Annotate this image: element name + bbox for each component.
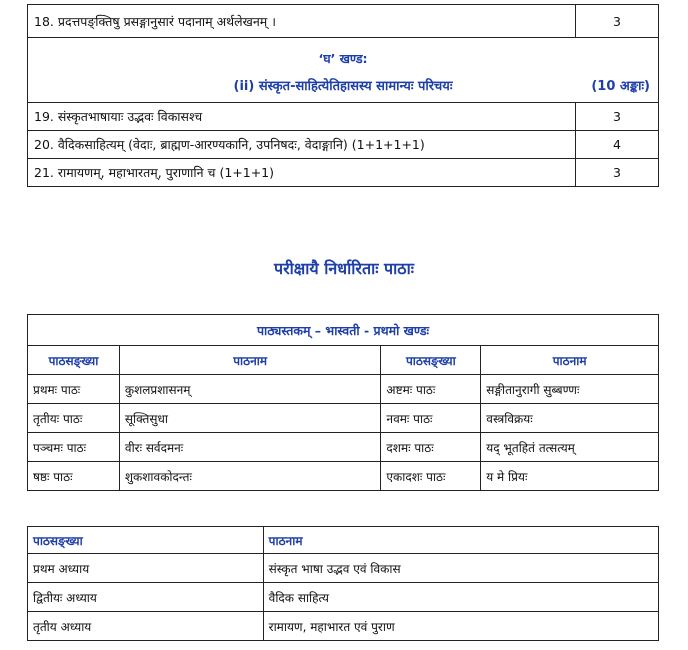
section-header-row (28, 38, 659, 103)
column-header: पाठनाम (119, 346, 381, 375)
table-cell: प्रथम अध्याय (28, 554, 264, 583)
table-cell: वीरः सर्वदमनः (119, 433, 381, 462)
question-text: 20. वैदिकसाहित्यम् (वेदाः, ब्राह्मण-आरण्यकानि, उपनिषदः, वेदाङ्गानि) (1+1+1+1) (28, 131, 576, 159)
table-cell: पञ्चमः पाठः (28, 433, 120, 462)
table-cell: शुकशावकोदन्तः (119, 462, 381, 491)
section-title: ‘घ’ खण्ड: (318, 51, 368, 66)
table-row (28, 583, 659, 612)
table-row (28, 5, 659, 38)
table-row (28, 554, 659, 583)
question-marks: 3 (576, 103, 659, 131)
table-row (28, 103, 659, 131)
question-text: 19. संस्कृतभाषायाः उद्भवः विकासश्च (28, 103, 576, 131)
question-marks: 3 (576, 159, 659, 187)
table-title-row (28, 315, 659, 346)
table-cell: वस्त्रविक्रयः (481, 404, 659, 433)
marks-distribution-table (27, 4, 659, 187)
chapters-table (27, 526, 659, 641)
table-cell: यद् भूतहितं तत्सत्यम् (481, 433, 659, 462)
table-row (28, 404, 659, 433)
section-subtitle: (ii) संस्कृत-साहित्येतिहासस्य सामान्यः परिचयः (233, 79, 453, 94)
section-marks: (10 अङ्काः) (591, 79, 650, 94)
table-cell: सूक्तिसुधा (119, 404, 381, 433)
column-header: पाठसङ्ख्या (28, 346, 120, 375)
table-cell: तृतीयः पाठः (28, 404, 120, 433)
table-row (28, 612, 659, 641)
table-cell: संस्कृत भाषा उद्भव एवं विकास (263, 554, 658, 583)
table-title: पाठ्यस्तकम् – भास्वती - प्रथमो खण्डः (28, 315, 659, 346)
table-row (28, 131, 659, 159)
table-cell: दशमः पाठः (381, 433, 481, 462)
question-text: 21. रामायणम्, महाभारतम्, पुराणानि च (1+1+1) (28, 159, 576, 187)
question-text: 18. प्रदत्तपङ्क्तिषु प्रसङ्गानुसारं पदानाम् अर्थलेखनम् । (28, 5, 576, 38)
section-header-cell (28, 38, 659, 103)
table-cell: द्वितीयः अध्याय (28, 583, 264, 612)
table-cell: वैदिक साहित्य (263, 583, 658, 612)
table-cell: नवमः पाठः (381, 404, 481, 433)
table-row (28, 433, 659, 462)
column-header: पाठनाम (263, 527, 658, 554)
lessons-table (27, 314, 659, 491)
table-row (28, 462, 659, 491)
table-row (28, 375, 659, 404)
question-marks: 4 (576, 131, 659, 159)
page-heading: परीक्षायै निर्धारिताः पाठाः (274, 259, 414, 278)
column-header: पाठनाम (481, 346, 659, 375)
table-cell: रामायण, महाभारत एवं पुराण (263, 612, 658, 641)
table-cell: एकादशः पाठः (381, 462, 481, 491)
table-cell: तृतीय अध्याय (28, 612, 264, 641)
table-cell: षष्ठः पाठः (28, 462, 120, 491)
question-marks: 3 (576, 5, 659, 38)
column-header: पाठसङ्ख्या (381, 346, 481, 375)
table-cell: अष्टमः पाठः (381, 375, 481, 404)
table-cell: प्रथमः पाठः (28, 375, 120, 404)
table-cell: य मे प्रियः (481, 462, 659, 491)
table-header-row (28, 346, 659, 375)
table-row (28, 159, 659, 187)
table-header-row (28, 527, 659, 554)
column-header: पाठसङ्ख्या (28, 527, 264, 554)
table-cell: सङ्गीतानुरागी सुब्बण्णः (481, 375, 659, 404)
table-cell: कुशलप्रशासनम् (119, 375, 381, 404)
